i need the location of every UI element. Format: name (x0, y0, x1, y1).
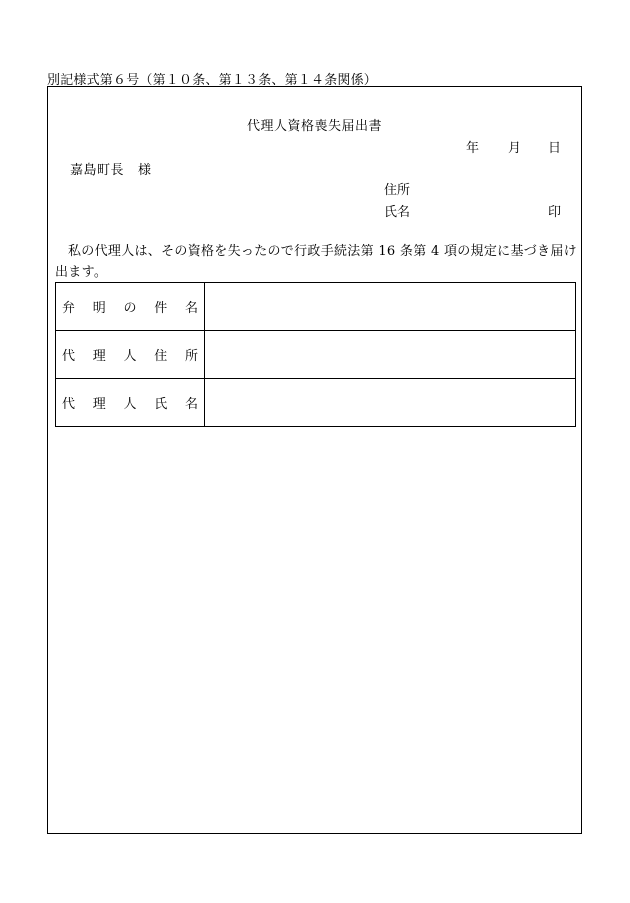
date-day-label: 日 (548, 141, 562, 156)
applicant-address-label: 住所 (384, 183, 411, 198)
label-char: 件 (154, 301, 168, 316)
label-char: 住 (154, 349, 168, 364)
declaration-text: 私の代理人は、その資格を失ったので行政手続法第 16 条第 4 項の規定に基づき届け出ます。 (55, 244, 577, 280)
label-char: 名 (184, 397, 198, 412)
date-year-label: 年 (466, 141, 480, 156)
table-row (56, 331, 576, 379)
case-name-field[interactable] (205, 283, 576, 331)
table-row (56, 283, 576, 331)
details-table (55, 282, 576, 427)
label-char: 明 (92, 301, 106, 316)
addressee-name: 嘉島町長 (70, 163, 125, 178)
form-reference: 別記様式第６号（第１０条、第１３条、第１４条関係） (47, 73, 378, 88)
form-title: 代理人資格喪失届出書 (246, 119, 382, 134)
label-char: 名 (184, 301, 198, 316)
label-char: 理 (92, 397, 106, 412)
agent-address-field[interactable] (205, 331, 576, 379)
applicant-name-label: 氏名 (384, 205, 411, 220)
label-char: 人 (123, 397, 137, 412)
label-char: 代 (62, 397, 76, 412)
case-name-label-cell (56, 283, 205, 331)
label-char: 弁 (62, 301, 76, 316)
label-char: 代 (62, 349, 76, 364)
agent-address-label-cell (56, 331, 205, 379)
addressee (70, 159, 152, 178)
label-char: の (123, 301, 137, 316)
form-frame (47, 86, 582, 834)
label-char: 人 (123, 349, 137, 364)
agent-name-label-cell (56, 379, 205, 427)
table-row (56, 379, 576, 427)
addressee-honorific: 様 (138, 163, 152, 178)
label-char: 氏 (154, 397, 168, 412)
label-char: 所 (184, 349, 198, 364)
seal-mark-label: 印 (548, 205, 562, 220)
date-month-label: 月 (508, 141, 522, 156)
agent-name-field[interactable] (205, 379, 576, 427)
label-char: 理 (92, 349, 106, 364)
